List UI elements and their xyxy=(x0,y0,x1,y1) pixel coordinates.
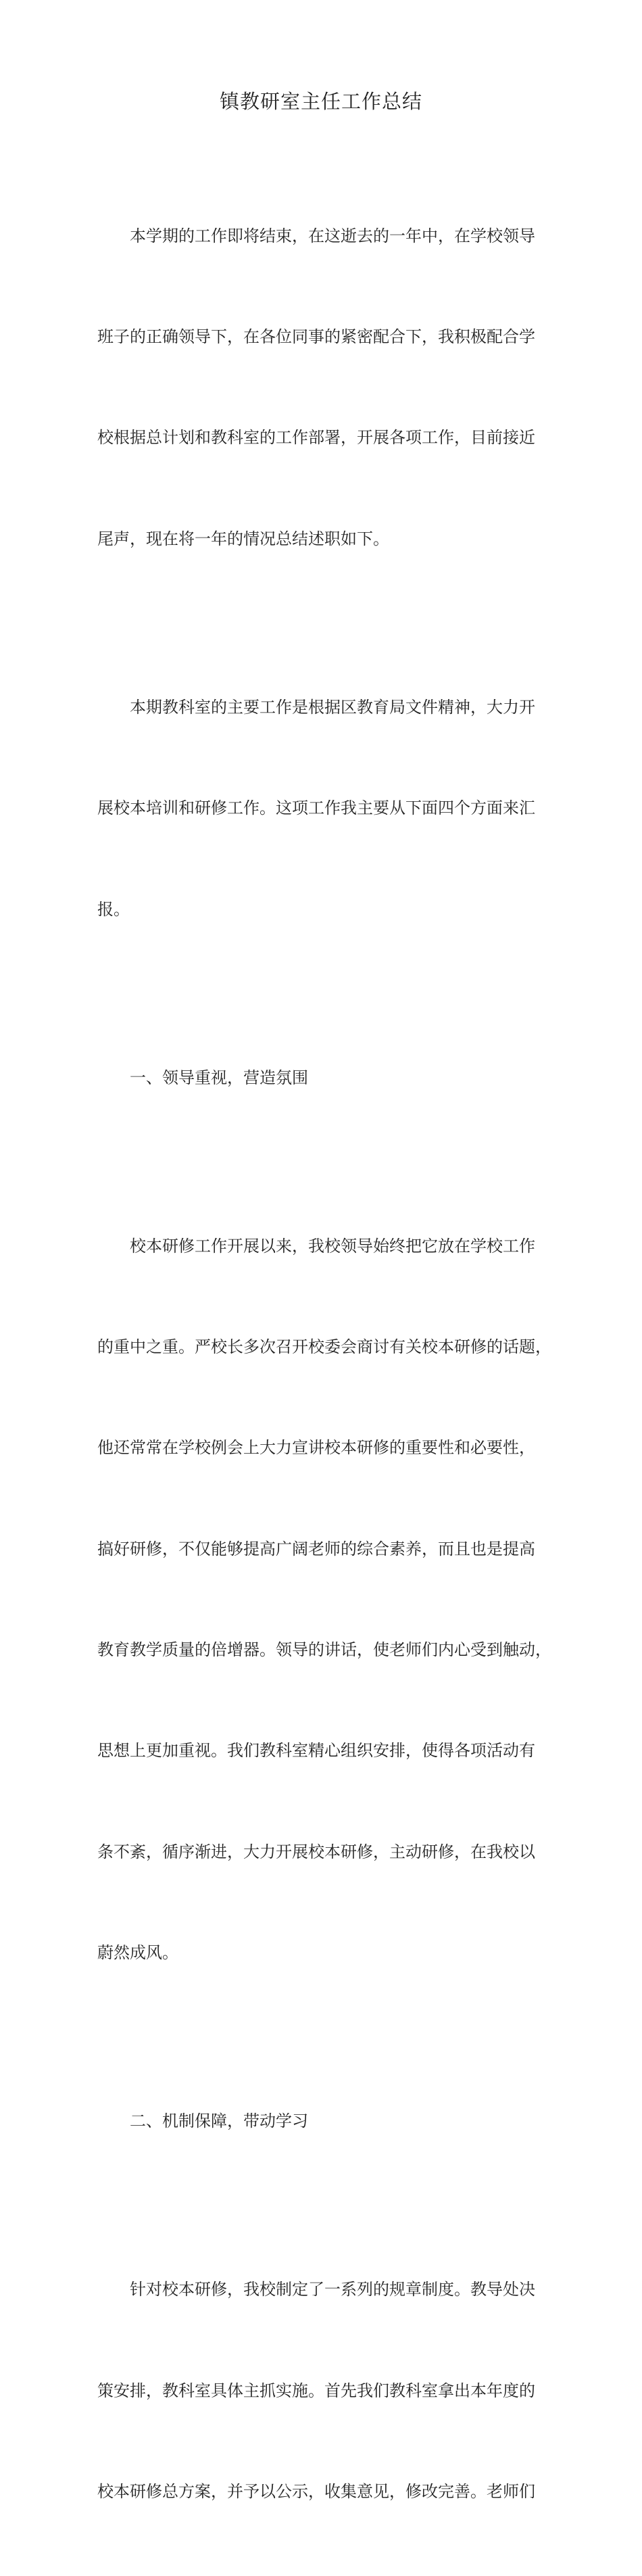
section-heading-2 xyxy=(97,2038,557,2206)
text-line: 尾声，现在将一年的情况总结述职如下。 xyxy=(97,529,389,548)
text-line: 的重中之重。严校长多次召开校委会商讨有关校本研修的话题， xyxy=(97,1337,551,1356)
text-line: 班子的正确领导下，在各位同事的紧密配合下，我积极配合学 xyxy=(97,327,535,346)
text-line: 报。 xyxy=(97,899,130,919)
paragraph-overview xyxy=(97,623,557,994)
text-line: 一、领导重视，营造氛围 xyxy=(130,1068,308,1087)
text-line: 蔚然成风。 xyxy=(97,1943,178,1963)
text-line: 校本研修总方案，并予以公示，收集意见，修改完善。老师们 xyxy=(97,2481,535,2501)
paragraph-section-1 xyxy=(97,1162,557,2038)
text-line: 条不紊，循序渐进，大力开展校本研修，主动研修，在我校以 xyxy=(97,1842,535,1861)
text-line: 思想上更加重视。我们教科室精心组织安排，使得各项活动有 xyxy=(97,1741,535,1761)
text-line: 本学期的工作即将结束，在这逝去的一年中，在学校领导 xyxy=(130,226,535,245)
text-line: 展校本培训和研修工作。这项工作我主要从下面四个方面来汇 xyxy=(97,798,535,818)
text-line: 本期教科室的主要工作是根据区教育局文件精神，大力开 xyxy=(130,697,535,717)
text-line: 搞好研修，不仅能够提高广阔老师的综合素养，而且也是提高 xyxy=(97,1539,535,1558)
text-line: 校本研修工作开展以来，我校领导始终把它放在学校工作 xyxy=(130,1236,535,1256)
text-line: 他还常常在学校例会上大力宣讲校本研修的重要性和必要性， xyxy=(97,1438,535,1458)
section-heading-1 xyxy=(97,994,557,1162)
document-body xyxy=(97,152,557,2576)
text-line: 策安排，教科室具体主抓实施。首先我们教科室拿出本年度的 xyxy=(97,2381,535,2400)
text-line: 针对校本研修，我校制定了一系列的规章制度。教导处决 xyxy=(130,2280,535,2299)
paragraph-intro xyxy=(97,152,557,623)
text-line: 二、机制保障，带动学习 xyxy=(130,2112,308,2131)
text-line: 校根据总计划和教科室的工作部署，开展各项工作，目前接近 xyxy=(97,428,535,448)
text-line: 教育教学质量的倍增器。领导的讲话，使老师们内心受到触动， xyxy=(97,1640,551,1660)
document-title: 镇教研室主任工作总结 xyxy=(219,90,422,113)
paragraph-section-2 xyxy=(97,2206,557,2576)
